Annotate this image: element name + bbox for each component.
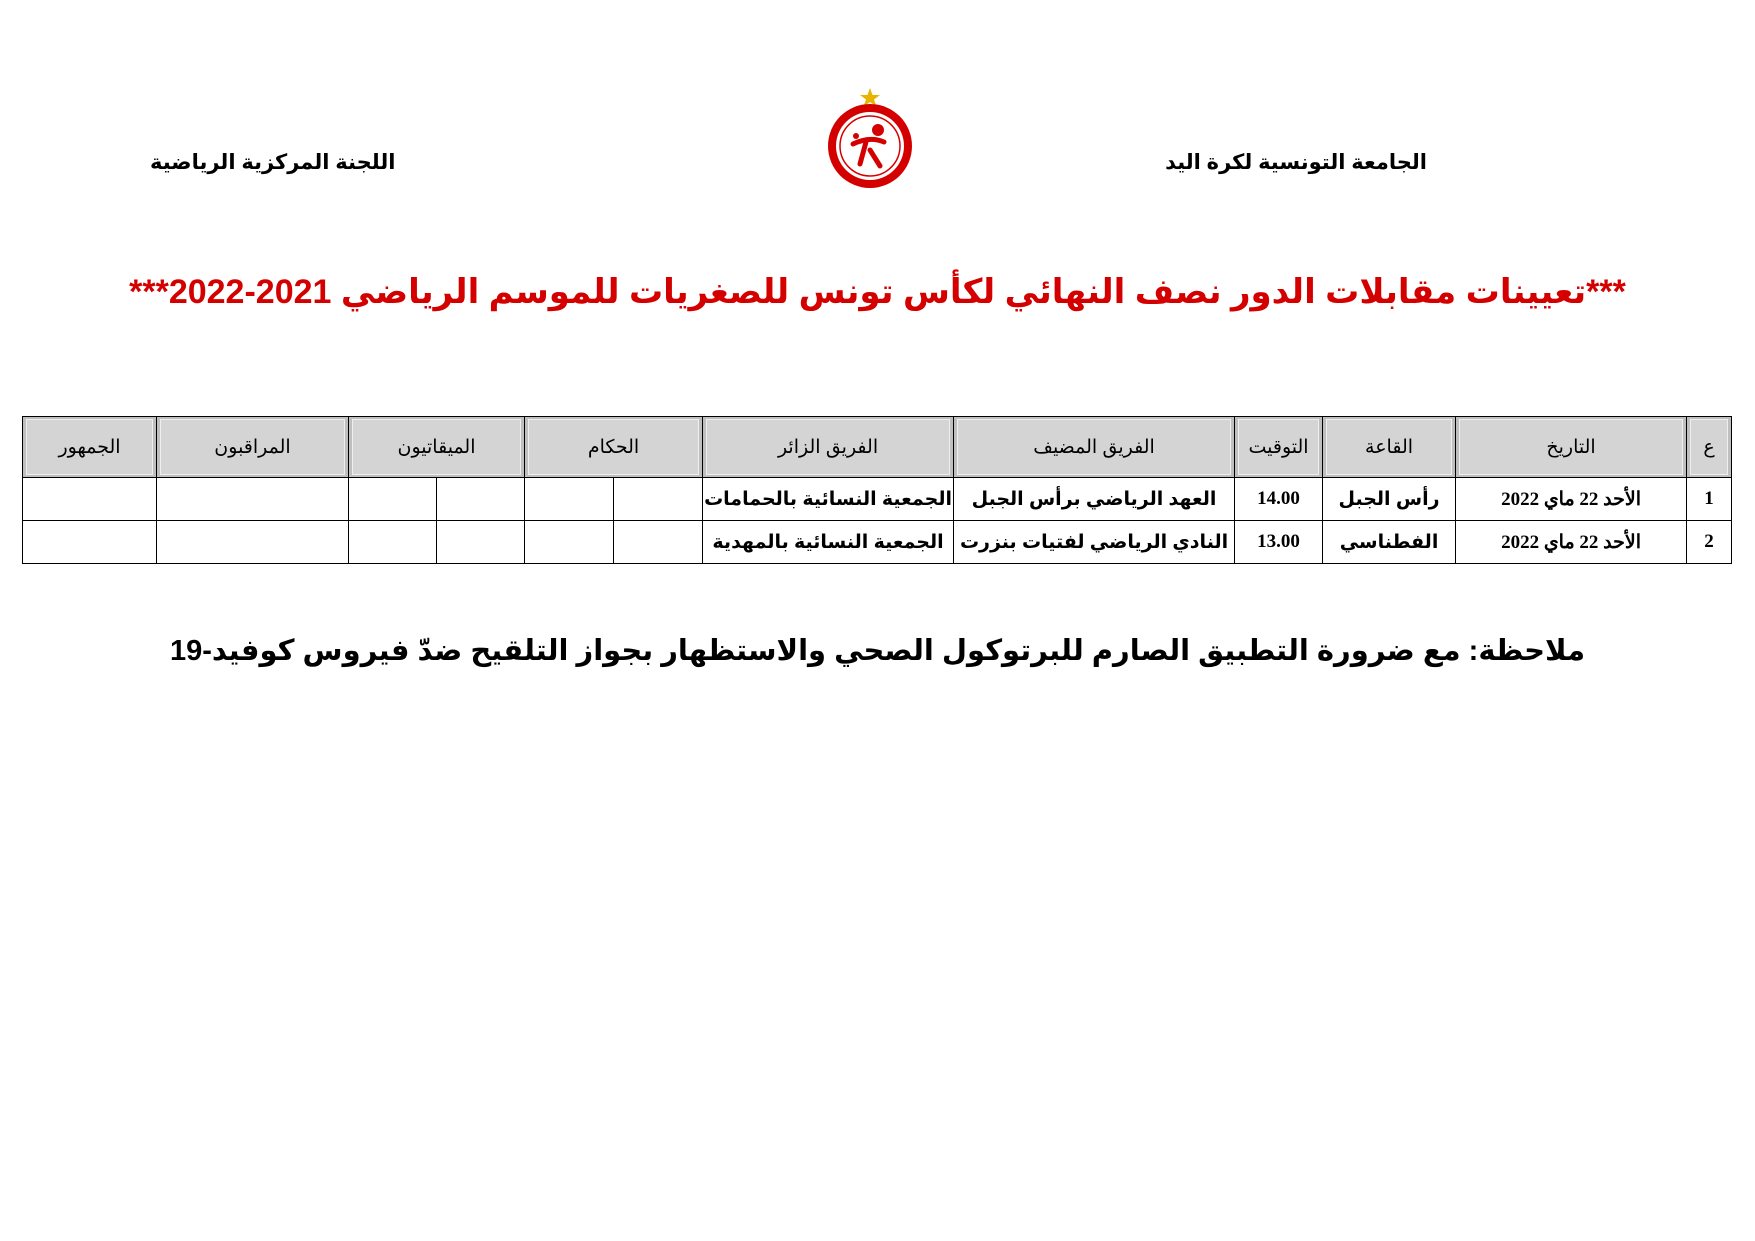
row-date: الأحد 22 ماي 2022 [1456, 521, 1687, 564]
row-home-team: العهد الرياضي برأس الجبل [954, 478, 1235, 521]
row-time: 14.00 [1235, 478, 1323, 521]
header-referees: الحكام [525, 417, 703, 478]
header-timekeepers: الميقاتيون [349, 417, 525, 478]
row-timekeeper-2 [349, 521, 437, 564]
row-audience [23, 521, 157, 564]
row-audience [23, 478, 157, 521]
row-timekeeper-1 [437, 478, 525, 521]
header-observers: المراقبون [157, 417, 349, 478]
header-date: التاريخ [1456, 417, 1687, 478]
handball-federation-logo [818, 86, 922, 192]
row-referee-1 [614, 478, 703, 521]
row-hall: الفطناسي [1323, 521, 1456, 564]
row-num: 2 [1687, 521, 1732, 564]
covid-note: ملاحظة: مع ضرورة التطبيق الصارم للبرتوكول الصحي والاستظهار بجواز التلقيح ضدّ فيروس كوفيد-19 [169, 635, 1586, 667]
header-num: ع [1687, 417, 1732, 478]
row-referee-1 [614, 521, 703, 564]
table-row [23, 478, 1732, 521]
table-header-row [23, 417, 1732, 478]
row-timekeeper-2 [349, 478, 437, 521]
assignments-table [22, 416, 1732, 564]
row-timekeeper-1 [437, 521, 525, 564]
row-observers [157, 521, 349, 564]
row-away-team: الجمعية النسائية بالحمامات [703, 478, 954, 521]
row-date: الأحد 22 ماي 2022 [1456, 478, 1687, 521]
row-away-team: الجمعية النسائية بالمهدية [703, 521, 954, 564]
federation-name: الجامعة التونسية لكرة اليد [1165, 151, 1427, 174]
row-num: 1 [1687, 478, 1732, 521]
committee-name: اللجنة المركزية الرياضية [150, 151, 396, 174]
header-time: التوقيت [1235, 417, 1323, 478]
row-hall: رأس الجبل [1323, 478, 1456, 521]
row-home-team: النادي الرياضي لفتيات بنزرت [954, 521, 1235, 564]
header-away-team: الفريق الزائر [703, 417, 954, 478]
row-time: 13.00 [1235, 521, 1323, 564]
header-home-team: الفريق المضيف [954, 417, 1235, 478]
page-title: ***تعيينات مقابلات الدور نصف النهائي لكأس تونس للصغريات للموسم الرياضي 2021-2022*** [129, 273, 1626, 311]
row-observers [157, 478, 349, 521]
header-hall: القاعة [1323, 417, 1456, 478]
row-referee-2 [525, 478, 614, 521]
header-audience: الجمهور [23, 417, 157, 478]
row-referee-2 [525, 521, 614, 564]
table-row [23, 521, 1732, 564]
